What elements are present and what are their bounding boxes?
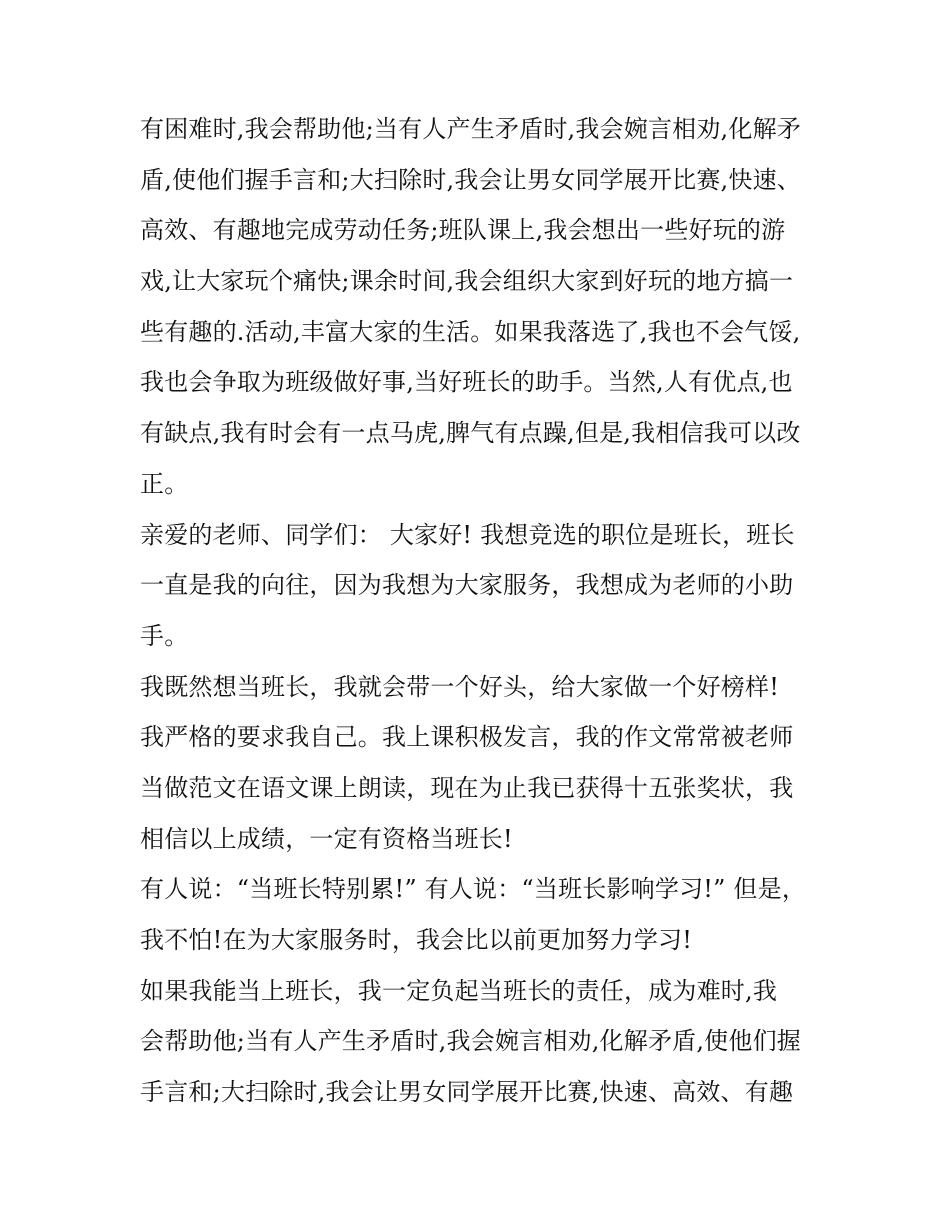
text-line-11: 手。 <box>140 621 189 650</box>
text-line-19: 会帮助他;当有人产生矛盾时,我会婉言相劝,化解矛盾,使他们握 <box>140 1027 801 1056</box>
text-line-14: 当做范文在语文课上朗读，现在为止我已获得十五张奖状，我 <box>140 773 794 802</box>
body-text <box>140 104 820 1118</box>
text-line-16: 有人说：“当班长特别累!” 有人说：“当班长影响学习!” 但是， <box>140 875 807 904</box>
text-line-5: 些有趣的.活动,丰富大家的生活。如果我落选了,我也不会气馁, <box>140 317 801 346</box>
text-line-15: 相信以上成绩，一定有资格当班长! <box>140 824 513 853</box>
text-line-18: 如果我能当上班长，我一定负起当班长的责任，成为难时,我 <box>140 976 778 1005</box>
text-line-2: 盾,使他们握手言和;大扫除时,我会让男女同学展开比赛,快速、 <box>140 165 801 194</box>
text-line-3: 高效、有趣地完成劳动任务;班队课上,我会想出一些好玩的游 <box>140 216 786 245</box>
text-line-10: 一直是我的向往，因为我想为大家服务，我想成为老师的小助 <box>140 571 794 600</box>
text-line-4: 戏,让大家玩个痛快;课余时间,我会组织大家到好玩的地方搞一 <box>140 267 794 296</box>
text-line-13: 我严格的要求我自己。我上课积极发言，我的作文常常被老师 <box>140 723 794 752</box>
text-line-17: 我不怕!在为大家服务时，我会比以前更加努力学习! <box>140 926 693 954</box>
text-line-8: 正。 <box>140 469 189 498</box>
text-line-7: 有缺点,我有时会有一点马虎,脾气有点躁,但是,我相信我可以改 <box>140 419 801 448</box>
text-line-9: 亲爱的老师、同学们： 大家好! 我想竞选的职位是班长，班长 <box>140 520 795 549</box>
text-line-20: 手言和;大扫除时,我会让男女同学展开比赛,快速、高效、有趣 <box>140 1078 794 1107</box>
text-line-12: 我既然想当班长，我就会带一个好头，给大家做一个好榜样! <box>140 672 780 701</box>
text-line-1: 有困难时,我会帮助他;当有人产生矛盾时,我会婉言相劝,化解矛 <box>140 115 801 143</box>
text-line-6: 我也会争取为班级做好事,当好班长的助手。当然,人有优点,也 <box>140 368 793 397</box>
